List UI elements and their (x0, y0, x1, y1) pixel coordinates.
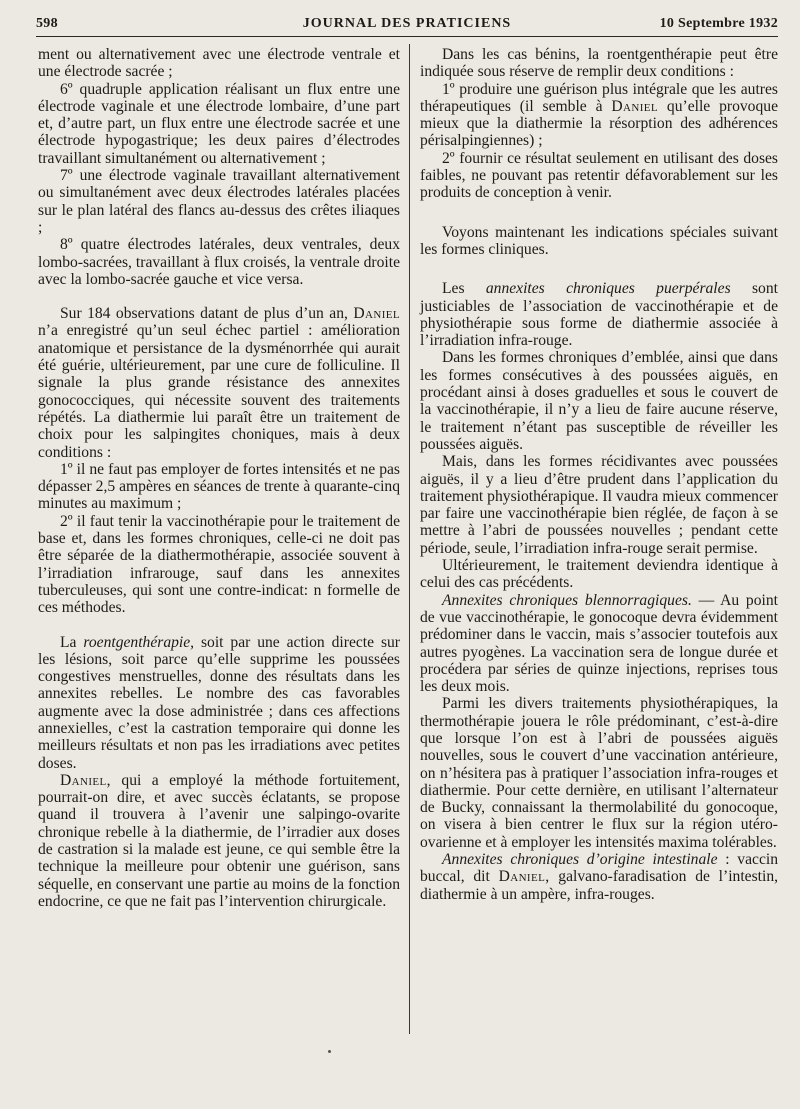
paragraph (420, 280, 778, 349)
paragraph: 1º il ne faut pas employer de fortes intensités et ne pas dépasser 2,5 ampères en séances de trente à quarante-cinq minutes au maximum ; (38, 460, 400, 513)
text-run: Les (442, 280, 465, 298)
paragraph (38, 305, 400, 461)
paragraph: 7º une électrode vaginale travaillant alternativement ou simultanément avec deux électrodes latérales placées sur le plan latéral des flancs au-dessus des crêtes iliaques ; (38, 167, 400, 236)
italic-term: annexites chroniques puerpérales (485, 280, 731, 298)
paragraph: 8º quatre électrodes latérales, deux ventrales, deux lombo-sacrées, travaillant à flux croisés, la ventrale droite avec la lombo-sacrée gauche et vice versa. (38, 236, 400, 288)
author-name: Daniel (611, 97, 659, 115)
paragraph (420, 81, 778, 150)
paragraph: Voyons maintenant les indications spéciales suivant les formes cliniques. (420, 223, 778, 258)
column-divider (409, 44, 410, 1034)
section-heading: Annexites chroniques blennorragiques. (442, 591, 692, 609)
paragraph: 6º quadruple application réalisant un flux entre une électrode vaginale et une électrode lombaire, d’une part et, d’autre part, un flux entre une électrode sacrée et une électrode hypogastrique; les deux paires d’électrodes travaillant simultanément ou alternativement ; (38, 80, 400, 167)
author-name: Daniel (353, 305, 400, 323)
paragraph: Dans les cas bénins, la roentgenthérapie peut être indiquée sous réserve de remplir deux conditions : (420, 46, 778, 81)
page-number: 598 (36, 16, 58, 31)
issue-date: 10 Septembre 1932 (659, 16, 778, 31)
paragraph (420, 851, 778, 903)
header-rule (36, 36, 778, 37)
page-header (36, 14, 778, 36)
paragraph: 2º il faut tenir la vaccinothérapie pour le traitement de base et, dans les formes chroniques, celle-ci ne doit pas être séparée de la diathermothérapie, associée souvent à l’irradiation infrarouge, sauf dans les annexites tuberculeuses, qui sont une contre-indicat: n formelle de ces méthodes. (38, 512, 400, 617)
text-run: Sur 184 observations datant de plus d’un an, (60, 305, 348, 323)
paragraph: Parmi les divers traitements physiothérapiques, la thermothérapie jouera le rôle prédominant, c’est-à-dire que lorsque l’on est à l’abri de poussées aiguës nouvelles, sous le couvert d’une vaccination antérieure, on n’hésitera pas à pratiquer l’association infra-rouges et diathermie. Pour cette dernière, en utilisant l’alternateur de Bucky, connaissant la thermolabilité du gonocoque, on visera à bien centrer le flux sur la région utéro-ovarienne et à employer les intensités maxima tolérables. (420, 695, 778, 851)
section-heading: Annexites chroniques d’origine intestinale (442, 851, 718, 869)
paragraph: 2º fournir ce résultat seulement en utilisant des doses faibles, ne pouvant pas retentir défavorablement sur les produits de conception à venir. (420, 149, 778, 202)
text-run: sont justiciables de l’association de vaccinothérapie et de physiothérapie sous forme de diathermie associée à l’irradiation infra-rouge. (420, 280, 778, 350)
paragraph (38, 634, 400, 772)
right-column (420, 46, 778, 903)
paragraph: ment ou alternativement avec une électrode ventrale et une électrode sacrée ; (38, 46, 400, 81)
paragraph: Ultérieurement, le traitement deviendra identique à celui des cas précédents. (420, 557, 778, 592)
paragraph (420, 592, 778, 696)
italic-term: roentgenthérapie, (83, 633, 195, 651)
text-run: La (60, 633, 77, 651)
text-run: qu’elle provoque mieux que la diathermie la résorption des adhérences périsalpingiennes) ; (420, 97, 778, 150)
left-column (38, 46, 400, 910)
paragraph (38, 772, 400, 910)
text-run: galvano-faradisation de l’intestin, diathermie à un ampère, infra-rouges. (420, 868, 779, 903)
text-run: qui a employé la méthode fortuitement, pourrait-on dire, et avec succès éclatants, se propose quand il trouvera à l’avenir une salpingo-ovarite chronique rebelle à la diathermie, de l’irradier aux doses de castration si la malade est jeune, ce qui semble être la technique la meilleure pour obtenir une guérison, sans séquelle, en conservant une partie au moins de la fonction endocrine, ce que ne fait pas l’intervention chirurgicale. (38, 771, 400, 910)
author-name: Daniel, (60, 771, 111, 789)
author-name: Daniel, (498, 868, 550, 886)
print-speck (328, 1050, 331, 1053)
text-run: n’a enregistré qu’un seul échec partiel : amélioration anatomique et persistance de la dysménorrhée qui aurait été guérie, ultérieurement, par une cure de folliculine. Il signale la plus grande résistance des annexites gonococciques, qui nécessite souvent des traitements répétés. La diathermie lui paraît être un traitement de choix pour les salpingites choniques, mais à deux conditions : (38, 322, 400, 461)
text-run: — Au point de vue vaccinothérapie, le gonocoque devra évidemment prédominer dans le vaccin, mais s’associer toutefois aux autres pyogènes. La vaccination sera de longue durée et procédera par séries de quinze injections, reprises tous les deux mois. (420, 591, 778, 696)
journal-title: JOURNAL DES PRATICIENS (302, 16, 512, 31)
paragraph: Dans les formes chroniques d’emblée, ainsi que dans les formes consécutives à des poussées aiguës, en procédant ainsi à doses graduelles et sous le couvert de la vaccinothérapie, il n’y a lieu de faire aucune réserve, le traitement n’étant pas susceptible de réveiller les poussées aiguës. (420, 349, 778, 453)
text-run: : vaccin buccal, dit (420, 851, 778, 886)
text-run: 1º produire une guérison plus intégrale que les autres thérapeutiques (il semble à (420, 80, 778, 115)
paragraph: Mais, dans les formes récidivantes avec poussées aiguës, il y a lieu d’être prudent dans l’application du traitement physiothérapique. Il vaudra mieux commencer par faire une vaccinothérapie bien réglée, de façon à se mettre à l’abri de poussées nouvelles ; pendant cette période, seule, l’irradiation infra-rouge serait permise. (420, 453, 778, 557)
text-run: soit par une action directe sur les lésions, soit parce qu’elle supprime les poussées congestives menstruelles, donne des résultats dans les annexites rebelles. Le nombre des cas favorables augmente avec la dose administrée ; dans ces affections annexielles, c’est la castration temporaire qui donne les meilleurs résultats et non pas les irradiations avec petites doses. (38, 633, 400, 772)
